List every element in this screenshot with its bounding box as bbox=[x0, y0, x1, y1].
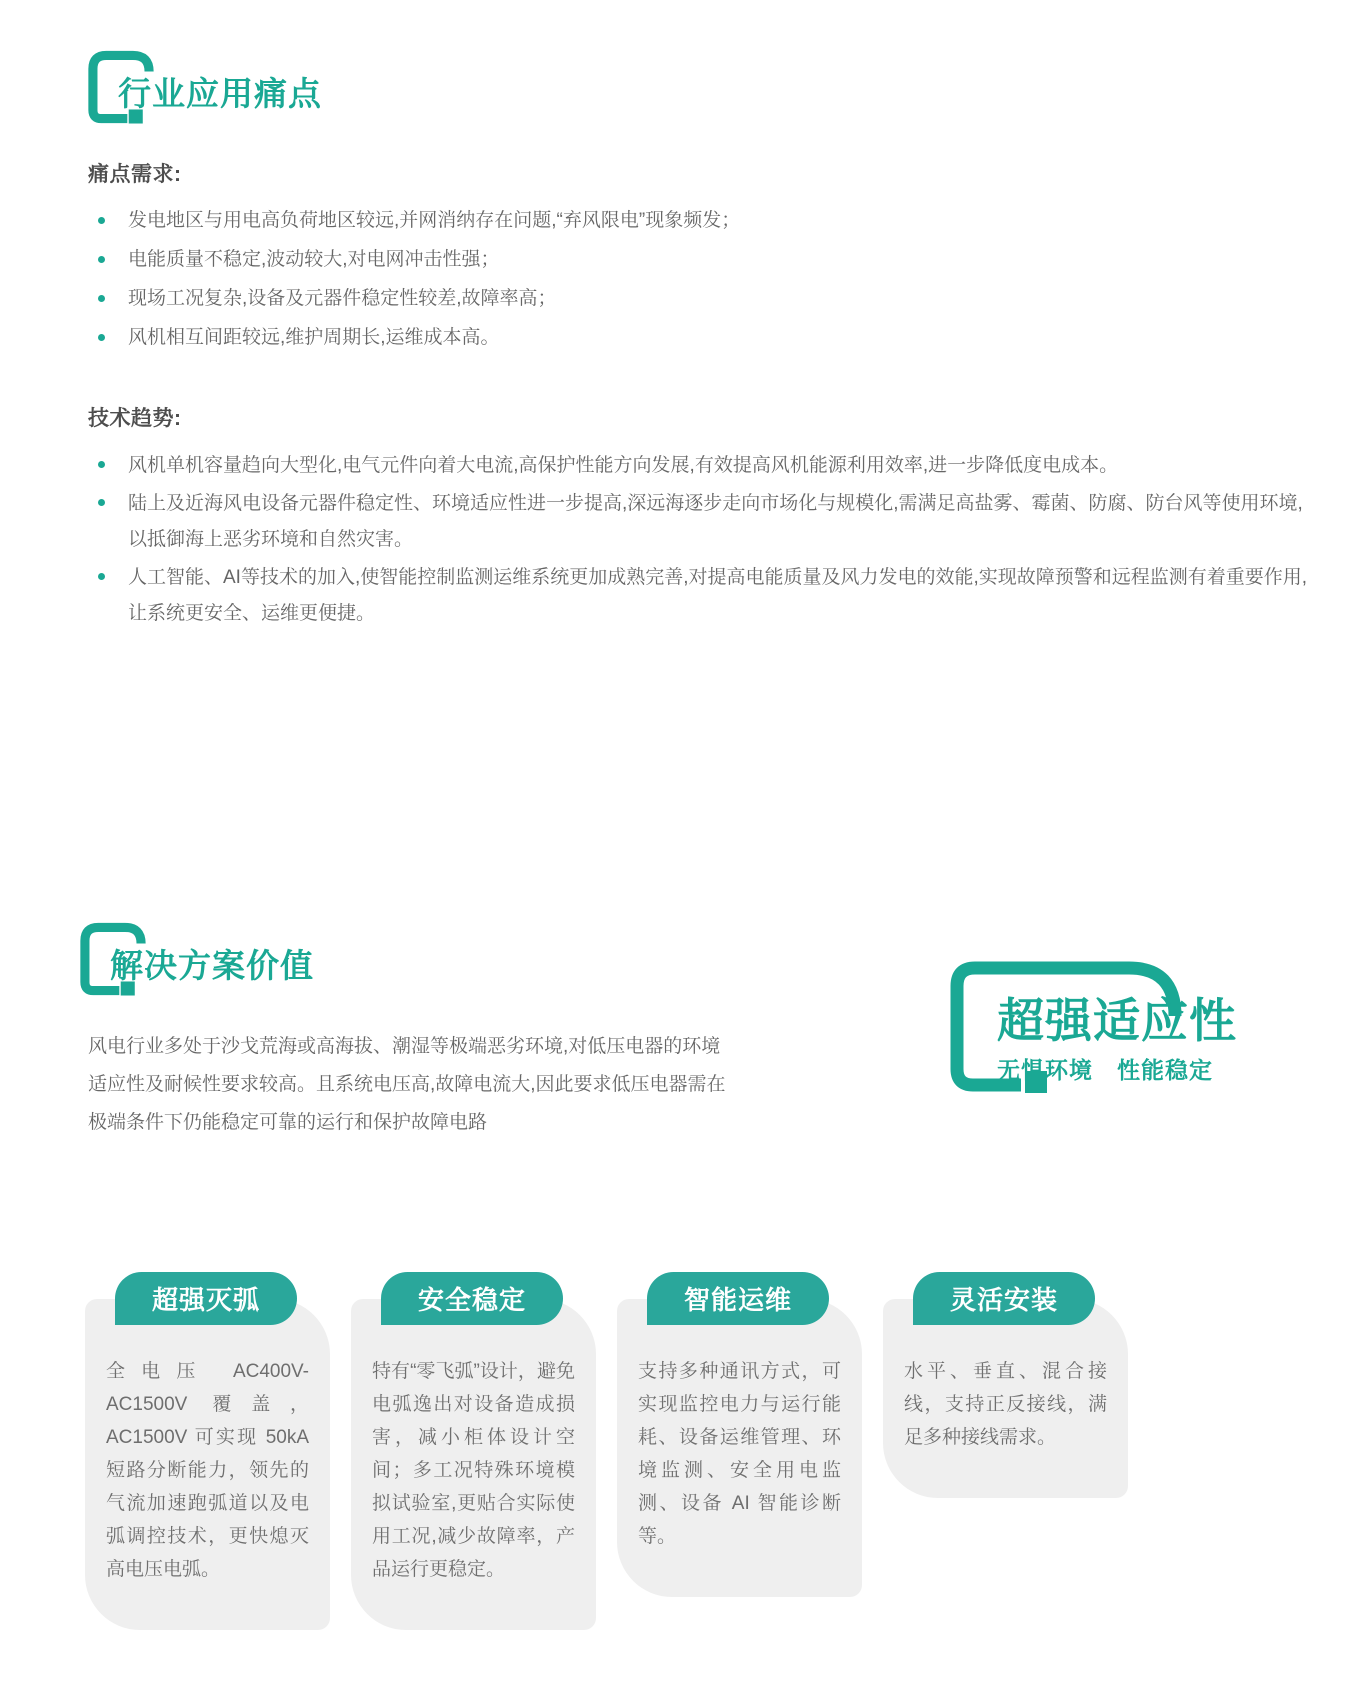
card-body-text: 全电压 AC400V-AC1500V 覆盖，AC1500V 可实现 50kA 短路分断能力，领先的气流加速跑弧道以及电弧调控技术，更快熄灭高电压电弧。 bbox=[85, 1299, 330, 1630]
pain-needs-heading: 痛点需求: bbox=[88, 163, 182, 186]
badge-text bbox=[945, 956, 1275, 1085]
list-item: 电能质量不稳定,波动较大,对电网冲击性强； bbox=[88, 243, 1298, 277]
card-title-pill: 灵活安装 bbox=[913, 1272, 1095, 1325]
card-body-text: 水平、垂直、混合接线，支持正反接线，满足多种接线需求。 bbox=[883, 1299, 1128, 1498]
card-body-text: 特有“零飞弧”设计，避免电弧逸出对设备造成损害，减小柜体设计空间；多工况特殊环境模拟试验室,更贴合实际使用工况,减少故障率，产品运行更稳定。 bbox=[351, 1299, 596, 1630]
bullet-dot-icon bbox=[98, 256, 105, 263]
card-title-pill: 安全稳定 bbox=[381, 1272, 563, 1325]
feature-card bbox=[351, 1272, 596, 1630]
section-title: 解决方案价值 bbox=[110, 947, 314, 984]
badge-title: 超强适应性 bbox=[997, 994, 1237, 1047]
list-item: 风机单机容量趋向大型化,电气元件向着大电流,高保护性能方向发展,有效提高风机能源利用效率,进一步降低度电成本。 bbox=[88, 448, 1318, 484]
list-item: 风机相互间距较远,维护周期长,运维成本高。 bbox=[88, 321, 1298, 355]
bullet-dot-icon bbox=[98, 573, 105, 580]
feature-card bbox=[883, 1272, 1128, 1498]
feature-card bbox=[617, 1272, 862, 1597]
bullet-dot-icon bbox=[98, 217, 105, 224]
pain-needs-block bbox=[88, 158, 1298, 360]
tech-trends-block bbox=[88, 402, 1318, 634]
section-header-pain bbox=[88, 50, 322, 115]
section-header-solution bbox=[80, 922, 314, 987]
feature-cards bbox=[85, 1272, 1128, 1630]
list-item: 发电地区与用电高负荷地区较远,并网消纳存在问题,“弃风限电”现象频发； bbox=[88, 204, 1298, 238]
list-item: 现场工况复杂,设备及元器件稳定性较差,故障率高； bbox=[88, 282, 1298, 316]
pain-needs-list bbox=[88, 204, 1298, 355]
card-title-pill: 智能运维 bbox=[647, 1272, 829, 1325]
bullet-dot-icon bbox=[98, 295, 105, 302]
card-title-pill: 超强灭弧 bbox=[115, 1272, 297, 1325]
badge-subtitle: 无惧环境 性能稳定 bbox=[997, 1057, 1213, 1084]
section-title: 行业应用痛点 bbox=[118, 75, 322, 112]
solution-paragraph: 风电行业多处于沙戈荒海或高海拔、潮湿等极端恶劣环境,对低压电器的环境适应性及耐候性要求较高。且系统电压高,故障电流大,因此要求低压电器需在极端条件下仍能稳定可靠的运行和保护故障电路 bbox=[88, 1036, 726, 1133]
feature-card bbox=[85, 1272, 330, 1630]
tech-trends-heading: 技术趋势: bbox=[88, 407, 182, 430]
bullet-dot-icon bbox=[98, 461, 105, 468]
list-item: 人工智能、AI等技术的加入,使智能控制监测运维系统更加成熟完善,对提高电能质量及风力发电的效能,实现故障预警和远程监测有着重要作用,让系统更安全、运维更便捷。 bbox=[88, 560, 1318, 632]
adaptability-badge bbox=[945, 956, 1275, 1106]
card-body-text: 支持多种通讯方式，可实现监控电力与运行能耗、设备运维管理、环境监测、安全用电监测、设备 AI 智能诊断等。 bbox=[617, 1299, 862, 1597]
bullet-dot-icon bbox=[98, 499, 105, 506]
tech-trends-list bbox=[88, 448, 1318, 632]
bullet-dot-icon bbox=[98, 334, 105, 341]
list-item: 陆上及近海风电设备元器件稳定性、环境适应性进一步提高,深远海逐步走向市场化与规模化,需满足高盐雾、霉菌、防腐、防台风等使用环境,以抵御海上恶劣环境和自然灾害。 bbox=[88, 486, 1318, 558]
